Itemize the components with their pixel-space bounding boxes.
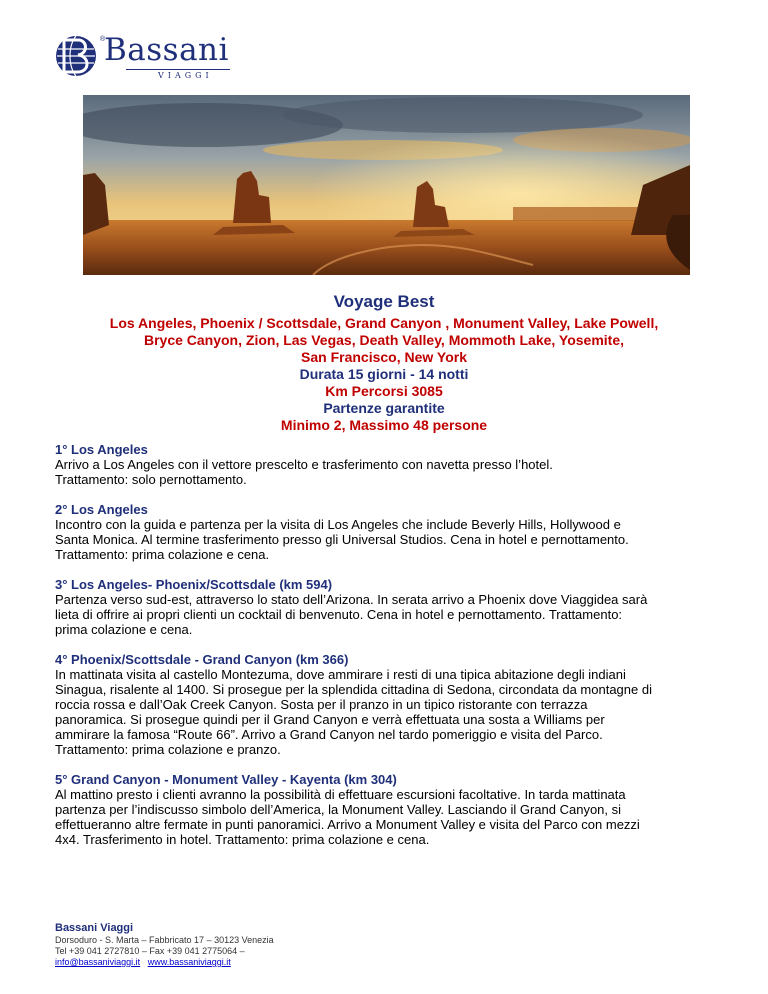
brand-subtitle: VIAGGI	[158, 71, 213, 80]
day-text: Incontro con la guida e partenza per la visita di Los Angeles che include Beverly Hills, Hollywood e	[55, 517, 621, 532]
brand-logo	[54, 32, 234, 80]
day-text: Santa Monica. Al termine trasferimento presso gli Universal Studios. Cena in hotel e pernottamento.	[55, 532, 629, 547]
itinerary-day	[55, 502, 725, 562]
footer-address: Dorsoduro - S. Marta – Fabbricato 17 – 30123 Venezia	[55, 935, 274, 945]
itinerary-day	[55, 772, 725, 847]
tour-title: Voyage Best	[333, 292, 435, 311]
brand-name: Bassani	[104, 32, 229, 68]
day-text: lieta di offrire ai propri clienti un cocktail di benvenuto. Cena in hotel e pernottamento. Trattamento:	[55, 607, 623, 622]
day-text: Trattamento: prima colazione e pranzo.	[55, 742, 281, 757]
route-line: San Francisco, New York	[301, 349, 467, 365]
footer	[55, 922, 455, 968]
day-text: roccia rossa e dall’Oak Creek Canyon. Sosta per il pranzo in un tipico ristorante con terrazza	[55, 697, 588, 712]
day-heading: 5° Grand Canyon - Monument Valley - Kayenta (km 304)	[55, 772, 397, 787]
day-heading: 4° Phoenix/Scottsdale - Grand Canyon (km 366)	[55, 652, 349, 667]
day-text: ammirare la famosa “Route 66”. Arrivo a Grand Canyon nel tardo pomeriggio e visita del Parco.	[55, 727, 603, 742]
day-heading: 1° Los Angeles	[55, 442, 148, 457]
registered-mark: ®	[100, 36, 106, 43]
day-text: Partenza verso sud-est, attraverso lo stato dell’Arizona. In serata arrivo a Phoenix dove Viaggidea sarà	[55, 592, 648, 607]
footer-links	[55, 957, 455, 968]
monument-valley-photo	[83, 95, 690, 275]
globe-logo-icon	[54, 34, 98, 78]
day-heading: 2° Los Angeles	[55, 502, 148, 517]
day-text: panoramica. Si prosegue quindi per il Grand Canyon e verrà effettuata una sosta a Williams per	[55, 712, 605, 727]
tour-header	[40, 291, 728, 434]
itinerary-day	[55, 577, 725, 637]
tour-duration: Durata 15 giorni - 14 notti	[299, 366, 469, 382]
day-text: Sinagua, risalente al 1400. Si prosegue per la splendida cittadina di Sedona, circondata da montagne di	[55, 682, 652, 697]
itinerary-day	[55, 442, 725, 487]
day-text: Trattamento: prima colazione e cena.	[55, 547, 270, 562]
day-text: partenza per l’indiscusso simbolo dell’America, la Monument Valley. Lasciando il Grand Canyon, si	[55, 802, 622, 817]
brand-divider	[126, 69, 230, 70]
group-size: Minimo 2, Massimo 48 persone	[280, 417, 488, 433]
day-heading: 3° Los Angeles- Phoenix/Scottsdale (km 594)	[55, 577, 333, 592]
email-link[interactable]: info@bassaniviaggi.it	[55, 957, 141, 967]
day-text: effettueranno altre fermate in punti panoramici. Arrivo a Monument Valley e visita del Parco con mezzi	[55, 817, 640, 832]
day-text: Al mattino presto i clienti avranno la possibilità di effettuare escursioni facoltative. In tarda mattinata	[55, 787, 626, 802]
day-text: Trattamento: solo pernottamento.	[55, 472, 247, 487]
route-line: Bryce Canyon, Zion, Las Vegas, Death Valley, Mommoth Lake, Yosemite,	[143, 332, 625, 348]
route-line: Los Angeles, Phoenix / Scottsdale, Grand Canyon , Monument Valley, Lake Powell,	[109, 315, 659, 331]
footer-company: Bassani Viaggi	[55, 922, 134, 934]
day-text: 4x4. Trasferimento in hotel. Trattamento: prima colazione e cena.	[55, 832, 430, 847]
day-text: Arrivo a Los Angeles con il vettore prescelto e trasferimento con navetta presso l’hotel.	[55, 457, 553, 472]
itinerary	[55, 442, 725, 862]
tour-distance: Km Percorsi 3085	[325, 383, 443, 399]
itinerary-day	[55, 652, 725, 757]
tour-departures: Partenze garantite	[323, 400, 445, 416]
day-text: prima colazione e cena.	[55, 622, 193, 637]
footer-phone: Tel +39 041 2727810 – Fax +39 041 2775064 –	[55, 946, 245, 956]
website-link[interactable]: www.bassaniviaggi.it	[147, 957, 231, 967]
day-text: In mattinata visita al castello Montezuma, dove ammirare i resti di una tipica abitazione degli indiani	[55, 667, 626, 682]
